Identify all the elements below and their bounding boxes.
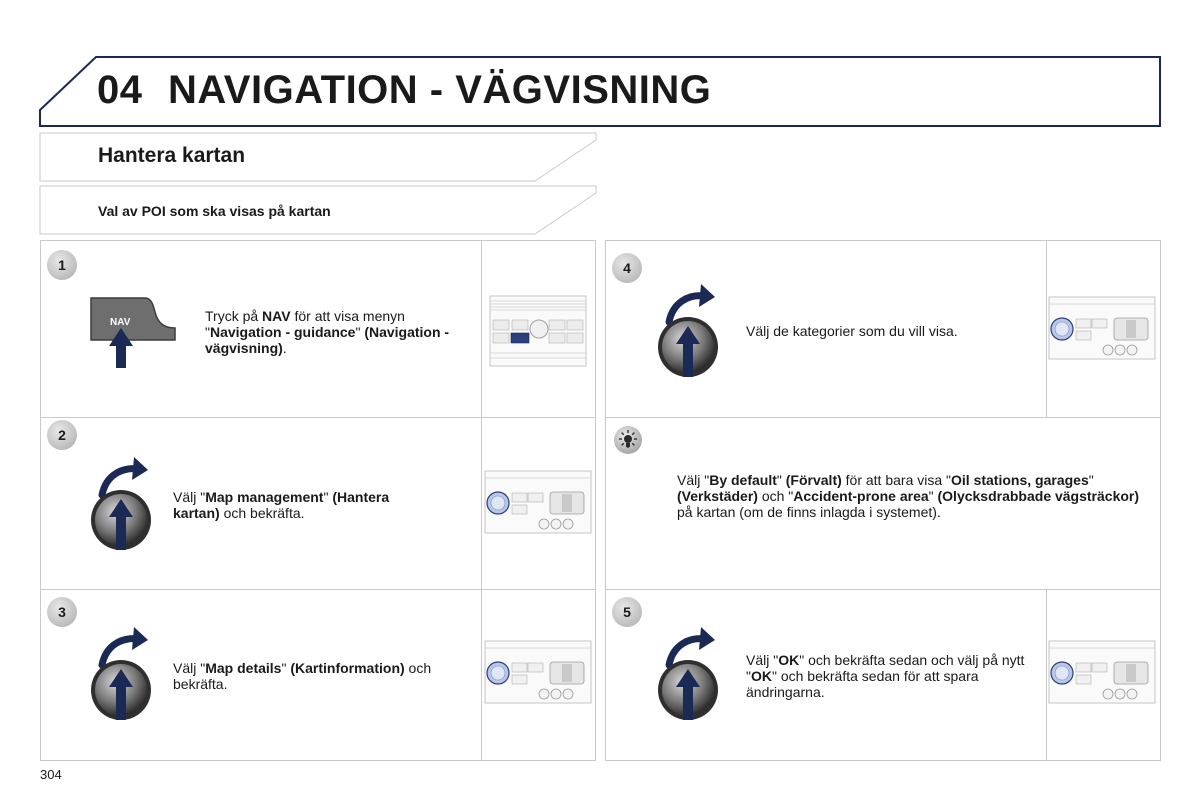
nav-key-label: NAV	[110, 317, 131, 328]
step-instruction-text: Tryck på NAV för att visa menyn "Navigation - guidance" (Navigation - vägvisning).	[205, 308, 450, 356]
step-number-badge: 5	[612, 597, 642, 627]
lightbulb-icon	[613, 425, 643, 455]
radio-panel-knob-thumbnail	[1048, 640, 1158, 720]
rotary-knob-turn-press-icon	[88, 625, 163, 725]
step-instruction-text: Välj de kategorier som du vill visa.	[746, 323, 958, 339]
page-number: 304	[40, 767, 62, 782]
chapter-title: NAVIGATION - VÄGVISNING	[168, 68, 712, 112]
radio-panel-knob-thumbnail	[484, 470, 594, 550]
radio-panel-knob-thumbnail	[484, 640, 594, 720]
section-subtitle: Val av POI som ska visas på kartan	[98, 203, 331, 219]
nav-button-press-icon	[83, 282, 183, 372]
rotary-knob-turn-press-icon	[88, 455, 163, 555]
step-number-badge: 1	[47, 250, 77, 280]
section-title: Hantera kartan	[98, 144, 246, 167]
rotary-knob-turn-press-icon	[655, 625, 730, 725]
step-instruction-text: Välj "OK" och bekräfta sedan och välj på nytt "OK" och bekräfta sedan för att spara ändringarna.	[746, 652, 1025, 700]
chapter-number: 04	[97, 68, 143, 112]
step-number-badge: 3	[47, 597, 77, 627]
step-instruction-text: Välj "Map details" (Kartinformation) och bekräfta.	[173, 660, 432, 692]
rotary-knob-turn-press-icon	[655, 282, 730, 382]
step-instruction-text: Välj "Map management" (Hantera kartan) och bekräfta.	[173, 489, 390, 521]
step-number-badge: 2	[47, 420, 77, 450]
radio-panel-knob-thumbnail	[1048, 296, 1158, 376]
step-number-badge: 4	[612, 253, 642, 283]
radio-panel-nav-thumbnail	[489, 295, 599, 375]
step-instruction-text: Välj "By default" (Förvalt) för att bara visa "Oil stations, garages" (Verkstäder) och "Accident-prone area" (Olycksdrabbade vägsträckor) på kartan (om de finns inlagda i systemet).	[677, 472, 1140, 520]
